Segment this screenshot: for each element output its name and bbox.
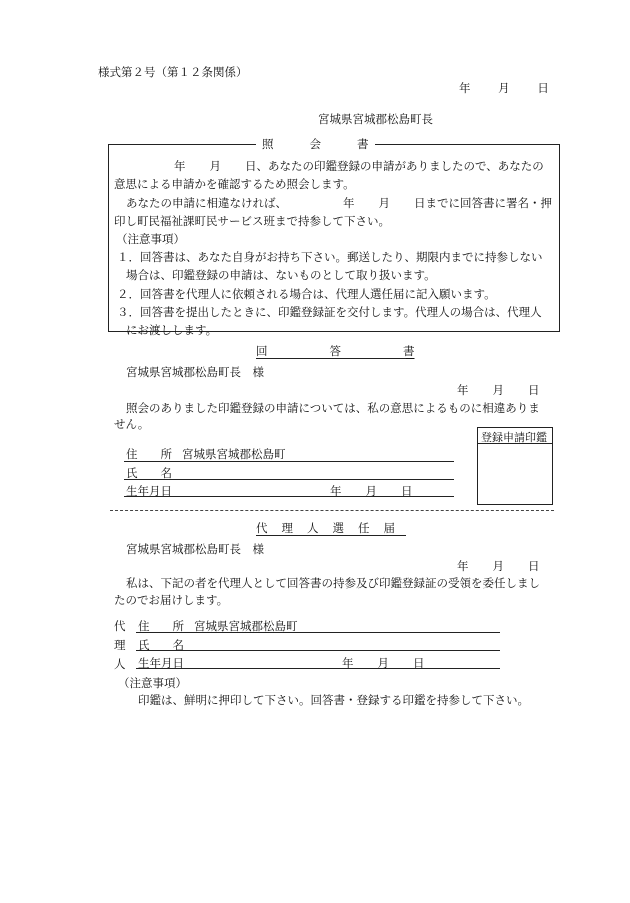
reply-date: 年 月 日 [457,383,540,397]
inquiry-notes-heading: （注意事項） [116,232,185,246]
header-date [459,80,549,96]
reply-address-line [124,461,454,462]
proxy-side-char-3: 人 [114,657,126,671]
inquiry-line4: 印し町民福祉課町民サービス班まで持参して下さい。 [114,214,390,228]
form-number: 様式第２号（第１２条関係） [98,65,248,79]
proxy-birth-row: 生年月日 年 月 日 [138,656,425,670]
reply-address-row: 住 所 宮城県宮城郡松島町 [126,447,286,461]
inquiry-line3: あなたの申請に相違なければ、 年 月 日までに回答書に署名・押 [126,196,552,210]
proxy-text1: 私は、下記の者を代理人として回答書の持参及び印鑑登録証の受領を委任しまし [126,576,540,590]
proxy-date: 年 月 日 [457,559,540,573]
reply-addressee: 宮城県宮城郡松島町長 様 [126,365,264,379]
inquiry-note3a: ３．回答書を提出したときに、印鑑登録証を交付します。代理人の場合は、代理人 [117,305,542,319]
reply-title: 回 答 書 [256,344,415,358]
proxy-notes-heading: （注意事項） [118,676,187,690]
reply-text1: 照会のありました印鑑登録の申請については、私の意思によるものに相違ありま [126,401,540,415]
year-label: 年 [459,81,471,95]
inquiry-note1b: 場合は、印鑑登録の申請は、ないものとして取り扱います。 [126,268,436,282]
proxy-address-row: 住 所 宮城県宮城郡松島町 [138,619,298,633]
inquiry-title: 照 会 書 [256,136,375,152]
day-label: 日 [537,81,549,95]
inquiry-note2: ２．回答書を代理人に依頼される場合は、代理人選任届に記入願います。 [117,287,496,301]
seal-box-label: 登録申請印鑑 [481,431,547,444]
inquiry-note3b: にお渡しします。 [126,323,218,337]
reply-name-row: 氏 名 [126,466,172,480]
proxy-title-underline [256,535,406,536]
proxy-name-row: 氏 名 [138,638,184,652]
inquiry-line1: 年 月 日、あなたの印鑑登録の申請がありましたので、あなたの [174,159,544,173]
proxy-title: 代 理 人 選 任 届 [256,521,395,535]
proxy-text2: たのでお届けします。 [114,593,229,607]
month-label: 月 [498,81,510,95]
proxy-address-line [136,632,500,633]
inquiry-note1a: １．回答書は、あなた自身がお持ち下さい。郵送したり、期限内までに持参しない [117,250,543,264]
header-addressee: 宮城県宮城郡松島町長 [318,112,433,126]
proxy-birth-line [136,668,500,669]
reply-text2: せん。 [114,417,150,431]
proxy-note: 印鑑は、鮮明に押印して下さい。回答書・登録する印鑑を持参して下さい。 [138,693,529,707]
reply-birth-row: 生年月日 年 月 日 [126,484,413,498]
proxy-side-char-1: 代 [114,619,126,633]
inquiry-line2: 意思による申請かを確認するため照会します。 [114,177,355,191]
reply-title-underline [256,358,406,359]
reply-name-line [124,479,454,480]
proxy-name-line [136,650,500,651]
reply-birth-line [124,496,454,497]
proxy-side-char-2: 理 [114,638,126,652]
proxy-addressee: 宮城県宮城郡松島町長 様 [126,542,264,556]
cut-line [110,510,554,511]
